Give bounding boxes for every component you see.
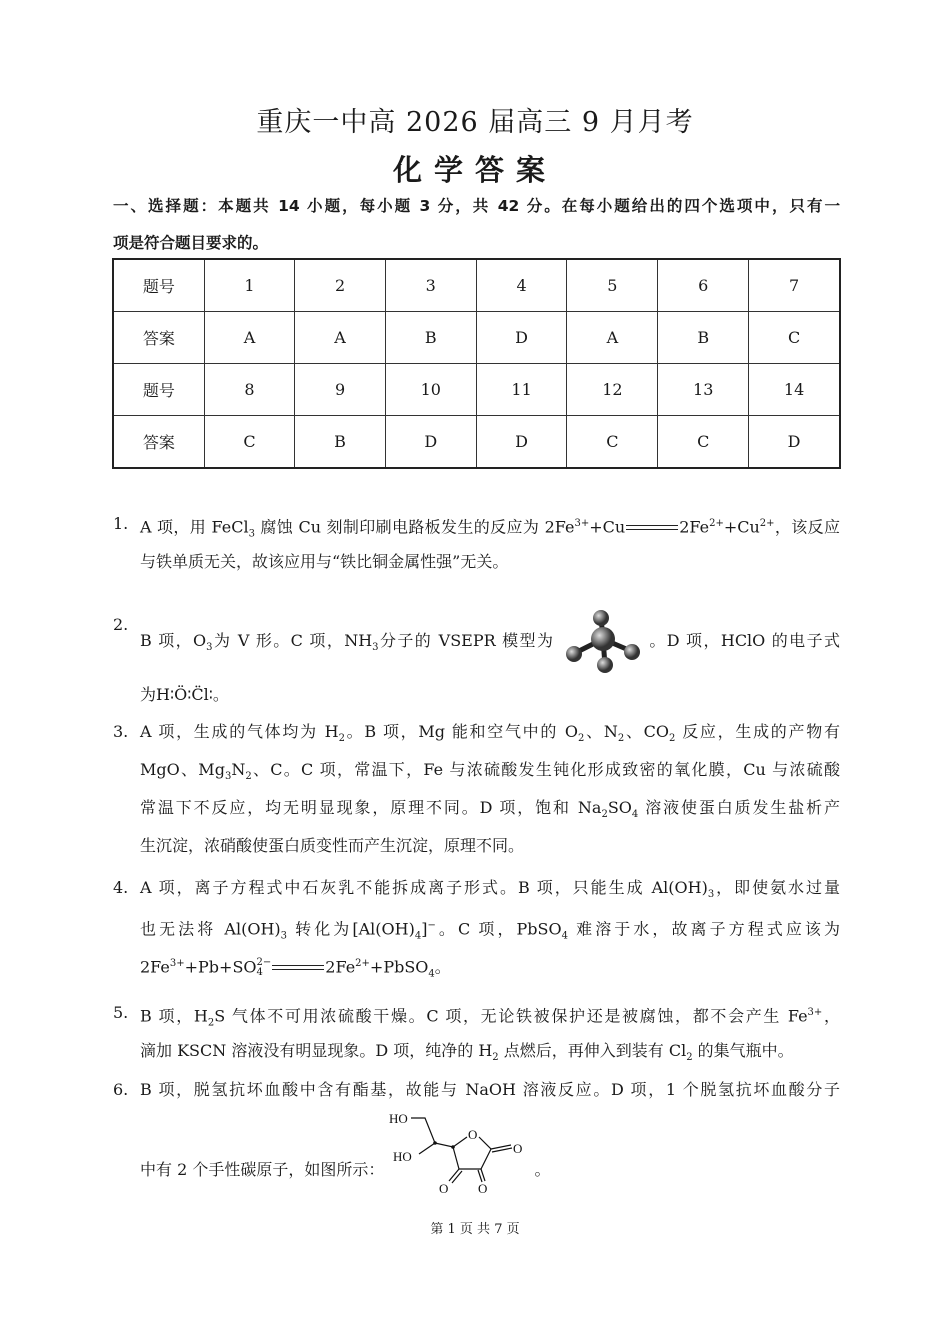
table-cell: D (385, 416, 476, 469)
subscript: 3 (224, 771, 232, 783)
superscript: 3+ (807, 1007, 823, 1018)
table-cell: 4 (476, 259, 567, 312)
table-cell: B (385, 312, 476, 364)
text-run: 难溶于水，故离子方程式应该为 (567, 919, 840, 939)
text-run: 、C。C 项，常温下，Fe 与浓硫酸发生钝化形成致密的氧化膜，Cu 与浓硫酸 (251, 760, 840, 779)
text-run: 2Fe (325, 957, 356, 977)
answer-explanation-6 (113, 1071, 840, 1195)
text-run: B 项，O (140, 631, 207, 650)
structure-atom-label: HO (389, 1111, 409, 1126)
row-header-cell: 答案 (113, 312, 204, 364)
text-run: MgO、Mg (140, 760, 225, 779)
subscript: 2 (686, 1052, 693, 1064)
table-cell: 9 (295, 364, 386, 416)
page-footer: 第 1 页 共 7 页 (430, 1222, 520, 1237)
table-cell: 7 (749, 259, 840, 312)
table-cell: 5 (567, 259, 658, 312)
text-run: 腐蚀 Cu 刻制印刷电路板发生的反应为 2Fe (254, 517, 575, 537)
structure-atom-label: O (468, 1127, 478, 1142)
subscript: 3 (248, 528, 255, 540)
text-line (140, 869, 840, 907)
answer-explanation-5 (113, 994, 840, 1070)
text-line (140, 505, 840, 543)
nh3-vsepr-model-image (561, 609, 643, 675)
row-header-cell: 题号 (113, 364, 204, 416)
text-run: +Cu (723, 517, 760, 537)
table-cell: D (476, 416, 567, 469)
text-line (140, 1109, 840, 1195)
answer-table (112, 258, 841, 469)
text-run: A 项，生成的气体均为 H (140, 722, 339, 741)
text-line (140, 543, 840, 581)
table-cell: A (204, 312, 295, 364)
text-run: 反应，生成的产物有 (675, 722, 840, 741)
text-run: 点燃后，再伸入到装有 Cl (498, 1041, 687, 1060)
answer-explanation-1 (113, 505, 840, 581)
section-heading: 一、选择题：本题共 14 小题，每小题 3 分，共 42 分。在每小题给出的四个选项中，只有一 (113, 197, 840, 215)
text-line (140, 945, 840, 983)
text-run: 、CO (624, 722, 670, 741)
text-run: 2Fe (140, 957, 170, 977)
table-cell: D (476, 312, 567, 364)
text-run: ，即使氨水过量 (714, 878, 840, 897)
table-row (113, 364, 840, 416)
table-cell: B (658, 312, 749, 364)
superscript: − (427, 920, 436, 931)
text-line (140, 1071, 840, 1109)
table-cell: 11 (476, 364, 567, 416)
superscript: 2+ (759, 518, 775, 529)
table-row (113, 259, 840, 312)
text-run: 。B 项，Mg 能和空气中的 O (344, 722, 579, 741)
text-line (140, 751, 840, 789)
reaction-equals-sign (272, 965, 324, 970)
text-run: 。 (534, 1160, 551, 1179)
sup-sub-script: 2− 4 (256, 956, 272, 978)
table-cell: D (749, 416, 840, 469)
structure-atom-label: HO (393, 1149, 413, 1164)
subscript: 4 (631, 809, 639, 821)
answer-explanation-3 (113, 713, 840, 865)
subscript: 4 (414, 930, 422, 942)
table-cell: C (567, 416, 658, 469)
text-run: 。D 项，HClO 的电子式 (649, 631, 840, 650)
table-cell: 3 (385, 259, 476, 312)
subscript: 2 (669, 733, 676, 745)
text-run: B 项，脱氢抗坏血酸中含有酯基，故能与 NaOH 溶液反应。D 项，1 个脱氢抗坏血酸分子 (140, 1080, 840, 1099)
subscript: 2 (207, 1017, 215, 1029)
table-row (113, 312, 840, 364)
text-run: B 项，H (140, 1006, 208, 1026)
subscript: 2 (617, 733, 625, 745)
text-run: 常温下不反应，均无明显现象，原理不同。D 项，饱和 Na (140, 798, 602, 817)
row-header-cell: 答案 (113, 416, 204, 469)
table-cell: 14 (749, 364, 840, 416)
subscript: 3 (280, 930, 288, 942)
section-heading-cont: 项是符合题目要求的。 (113, 234, 269, 252)
text-line (140, 994, 840, 1032)
text-run: 、N (584, 722, 618, 741)
text-line (140, 713, 840, 751)
text-run: 与铁单质无关，故该应用与“铁比铜金属性强”无关。 (140, 552, 509, 571)
subscript: 3 (206, 642, 213, 654)
reaction-equals-sign (626, 525, 678, 530)
item-number: 3. (113, 722, 129, 741)
text-run: SO (607, 798, 632, 817)
nh3-model-figure (554, 631, 649, 650)
text-run: 为 V 形。C 项，NH (212, 631, 373, 650)
dehydroascorbic-acid-structure (389, 1109, 529, 1195)
text-run: N (231, 760, 246, 779)
superscript: 2+ (709, 518, 724, 529)
text-run: +Pb+SO (184, 957, 257, 977)
table-cell: 10 (385, 364, 476, 416)
row-header-cell: 题号 (113, 259, 204, 312)
subscript: 2 (245, 771, 252, 783)
text-line (140, 907, 840, 945)
answer-explanation-2 (113, 606, 840, 714)
table-cell: 8 (204, 364, 295, 416)
text-run: S 气体不可用浓硫酸干燥。C 项，无论铁被保护还是被腐蚀，都不会产生 Fe (214, 1006, 808, 1026)
text-run: A 项，用 FeCl (140, 517, 249, 537)
item-number: 5. (113, 1003, 129, 1022)
text-run: 滴加 KSCN 溶液没有明显现象。D 项，纯净的 H (140, 1041, 493, 1060)
subscript: 2 (601, 809, 608, 821)
answer-explanation-4 (113, 869, 840, 983)
text-line (140, 827, 840, 865)
structure-atom-label: O (478, 1181, 488, 1195)
table-cell: A (295, 312, 386, 364)
subscript: 2 (338, 733, 345, 745)
document-subtitle: 化学答案 (392, 153, 557, 187)
text-run: 。 (434, 957, 451, 977)
superscript: 3+ (169, 958, 185, 969)
text-line (140, 789, 840, 827)
text-run: 中有 2 个手性碳原子，如图所示： (140, 1160, 385, 1179)
table-cell: 1 (204, 259, 295, 312)
text-run: 转化为[Al(OH) (287, 919, 415, 939)
superscript: 2+ (355, 958, 370, 969)
text-run: +Cu (589, 517, 626, 537)
text-run: 为H∶Ö∶C̈l∶。 (140, 685, 229, 704)
text-run: 分子的 VSEPR 模型为 (378, 631, 555, 650)
text-run: +PbSO (369, 957, 429, 977)
text-line (140, 1032, 840, 1070)
table-cell: 13 (658, 364, 749, 416)
text-run: 。C 项，PbSO (435, 919, 562, 939)
text-run: A 项，离子方程式中石灰乳不能拆成离子形式。B 项，只能生成 Al(OH) (140, 878, 708, 897)
text-run: 2Fe (679, 517, 710, 537)
table-cell: 6 (658, 259, 749, 312)
subscript: 3 (372, 642, 379, 654)
superscript: 3+ (574, 518, 590, 529)
text-line (140, 676, 840, 714)
text-line (140, 606, 840, 676)
subscript: 4 (561, 930, 568, 942)
structure-atom-label: O (513, 1141, 523, 1156)
text-run: 的集气瓶中。 (692, 1041, 794, 1060)
item-number: 2. (113, 615, 129, 634)
text-run: 也无法将 Al(OH) (140, 919, 281, 939)
item-number: 6. (113, 1080, 129, 1099)
subscript: 3 (707, 889, 715, 901)
subscript: 4 (428, 968, 435, 980)
document-title: 重庆一中高 2026 届高三 9 月月考 (256, 107, 694, 138)
table-cell: C (749, 312, 840, 364)
subscript: 2 (578, 733, 585, 745)
text-run: 生沉淀，浓硝酸使蛋白质变性而产生沉淀，原理不同。 (140, 836, 525, 855)
table-cell: 12 (567, 364, 658, 416)
item-number: 1. (113, 514, 129, 533)
item-number: 4. (113, 878, 129, 897)
text-run: 溶液使蛋白质发生盐析产 (638, 798, 840, 817)
structure-atom-label: O (439, 1181, 449, 1195)
table-cell: A (567, 312, 658, 364)
dehydroascorbic-structure-figure (384, 1111, 534, 1195)
table-row (113, 416, 840, 469)
table-cell: C (204, 416, 295, 469)
table-cell: B (295, 416, 386, 469)
subscript: 2 (492, 1052, 499, 1064)
text-run: ，该反应 (774, 517, 840, 537)
table-cell: C (658, 416, 749, 469)
table-cell: 2 (295, 259, 386, 312)
text-run: ， (822, 1006, 840, 1026)
text-run: ] (421, 919, 428, 939)
